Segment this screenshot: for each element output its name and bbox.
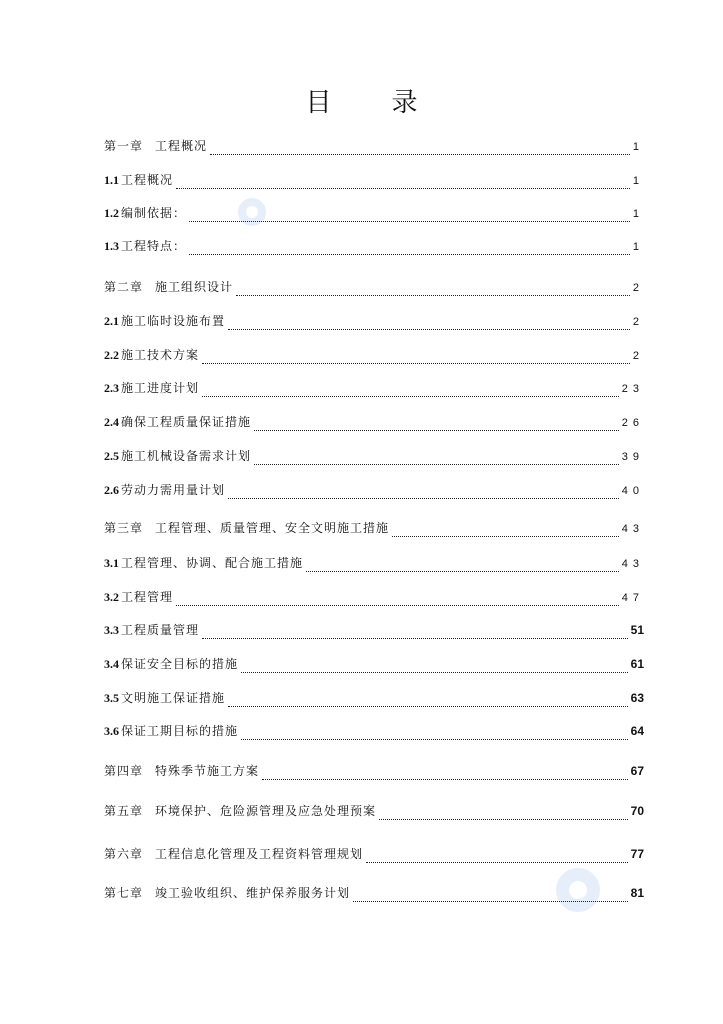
toc-entry-title: 工程管理、协调、配合施工措施: [121, 556, 304, 570]
toc-entry[interactable]: [104, 518, 644, 538]
toc-dot-leader: [254, 452, 619, 465]
toc-page-number: 47: [621, 592, 644, 604]
toc-page-number: 63: [630, 691, 644, 705]
toc-entry-title: 编制依据：: [121, 206, 187, 220]
toc-page-number: 1: [632, 241, 644, 253]
toc-entry-title: 工程管理: [121, 590, 174, 604]
toc-entry-title: 工程概况: [121, 173, 174, 187]
toc-page-number: 1: [632, 141, 644, 153]
toc-entry-title: 施工组织设计: [155, 280, 234, 294]
toc-dot-leader: [262, 767, 628, 780]
toc-dot-leader: [228, 486, 619, 499]
toc-chapter-label: 第一章: [104, 139, 144, 153]
toc-section-number: 2.2: [104, 348, 119, 362]
toc-entry[interactable]: [104, 480, 644, 500]
toc-section-number: 2.6: [104, 483, 119, 497]
toc-chapter-label: 第七章: [104, 886, 144, 900]
toc-dot-leader: [210, 142, 630, 155]
toc-entry-title: 劳动力需用量计划: [121, 483, 226, 497]
toc-page-number: 39: [621, 451, 644, 463]
toc-entry[interactable]: [104, 136, 644, 156]
toc-dot-leader: [366, 850, 628, 863]
toc-dot-leader: [189, 242, 630, 255]
toc-entry[interactable]: [104, 446, 644, 466]
toc-dot-leader: [228, 317, 630, 330]
toc-entry[interactable]: [104, 654, 644, 674]
toc-entry-title: 文明施工保证措施: [121, 691, 226, 705]
toc-dot-leader: [254, 418, 619, 431]
toc-entry[interactable]: [104, 721, 644, 741]
toc-chapter-label: 第二章: [104, 280, 144, 294]
toc-section-number: 2.3: [104, 381, 119, 395]
toc-page-number: 2: [632, 282, 644, 294]
toc-page-number: 2: [632, 350, 644, 362]
toc-entry[interactable]: [104, 311, 644, 331]
toc-dot-leader: [241, 660, 628, 673]
toc-entry[interactable]: [104, 587, 644, 607]
toc-title: [0, 82, 723, 119]
toc-entry-title: 工程管理、质量管理、安全文明施工措施: [155, 521, 390, 535]
toc-dot-leader: [353, 889, 628, 902]
toc-section-number: 2.5: [104, 449, 119, 463]
toc-dot-leader: [202, 626, 628, 639]
toc-title-char-1: 目: [305, 88, 332, 118]
toc-entry[interactable]: [104, 620, 644, 640]
toc-page-number: 1: [632, 208, 644, 220]
toc-entry[interactable]: [104, 761, 644, 781]
toc-entry[interactable]: [104, 688, 644, 708]
toc-entry-title: 工程概况: [155, 139, 208, 153]
toc-section-number: 2.1: [104, 314, 119, 328]
toc-chapter-label: 第四章: [104, 764, 144, 778]
toc-section-number: 3.1: [104, 556, 119, 570]
toc-section-number: 1.3: [104, 239, 119, 253]
toc-entry[interactable]: [104, 883, 644, 903]
toc-entry[interactable]: [104, 277, 644, 297]
toc-dot-leader: [228, 694, 628, 707]
toc-entry-title: 特殊季节施工方案: [155, 764, 260, 778]
toc-section-number: 1.1: [104, 173, 119, 187]
toc-entry[interactable]: [104, 345, 644, 365]
toc-entry-title: 施工机械设备需求计划: [121, 449, 252, 463]
toc-entry[interactable]: [104, 801, 644, 821]
toc-page-number: 67: [630, 764, 644, 778]
toc-entry-title: 保证工期目标的措施: [121, 724, 239, 738]
toc-page-number: 70: [630, 804, 644, 818]
toc-entry[interactable]: [104, 844, 644, 864]
toc-page-number: 2: [632, 316, 644, 328]
toc-page-number: 40: [621, 485, 644, 497]
toc-dot-leader: [392, 524, 619, 537]
toc-entry[interactable]: [104, 170, 644, 190]
toc-page-number: 64: [630, 724, 644, 738]
toc-entry[interactable]: [104, 553, 644, 573]
toc-section-number: 3.6: [104, 724, 119, 738]
toc-entry-title: 环境保护、危险源管理及应急处理预案: [155, 804, 377, 818]
toc-entry-title: 确保工程质量保证措施: [121, 415, 252, 429]
toc-section-number: 3.5: [104, 691, 119, 705]
toc-page-number: 23: [621, 383, 644, 395]
toc-chapter-label: 第五章: [104, 804, 144, 818]
toc-dot-leader: [176, 176, 630, 189]
toc-page-number: 51: [630, 623, 644, 637]
toc-dot-leader: [236, 283, 630, 296]
toc-entry[interactable]: [104, 203, 644, 223]
toc-page-number: 1: [632, 175, 644, 187]
toc-dot-leader: [202, 384, 619, 397]
toc-dot-leader: [241, 727, 628, 740]
toc-entry-title: 施工进度计划: [121, 381, 200, 395]
toc-page-number: 61: [630, 657, 644, 671]
toc-entry[interactable]: [104, 236, 644, 256]
toc-entry-title: 施工临时设施布置: [121, 314, 226, 328]
toc-dot-leader: [176, 593, 619, 606]
toc-page-number: 43: [621, 523, 644, 535]
toc-section-number: 3.2: [104, 590, 119, 604]
toc-entry-title: 工程质量管理: [121, 623, 200, 637]
toc-dot-leader: [379, 807, 628, 820]
toc-entry-title: 施工技术方案: [121, 348, 200, 362]
toc-dot-leader: [306, 559, 619, 572]
toc-entry[interactable]: [104, 378, 644, 398]
toc-entry-title: 工程特点：: [121, 239, 187, 253]
toc-dot-leader: [189, 209, 630, 222]
toc-page-number: 77: [630, 847, 644, 861]
toc-chapter-label: 第三章: [104, 521, 144, 535]
toc-section-number: 3.4: [104, 657, 119, 671]
toc-page-number: 43: [621, 558, 644, 570]
toc-section-number: 1.2: [104, 206, 119, 220]
toc-chapter-label: 第六章: [104, 847, 144, 861]
toc-entry-title: 工程信息化管理及工程资料管理规划: [155, 847, 364, 861]
toc-page-number: 81: [630, 886, 644, 900]
toc-entry-title: 竣工验收组织、维护保养服务计划: [155, 886, 351, 900]
toc-title-char-2: 录: [391, 88, 418, 118]
toc-page-number: 26: [621, 417, 644, 429]
toc-dot-leader: [202, 351, 630, 364]
toc-section-number: 2.4: [104, 415, 119, 429]
toc-entry-title: 保证安全目标的措施: [121, 657, 239, 671]
toc-entry[interactable]: [104, 412, 644, 432]
toc-section-number: 3.3: [104, 623, 119, 637]
